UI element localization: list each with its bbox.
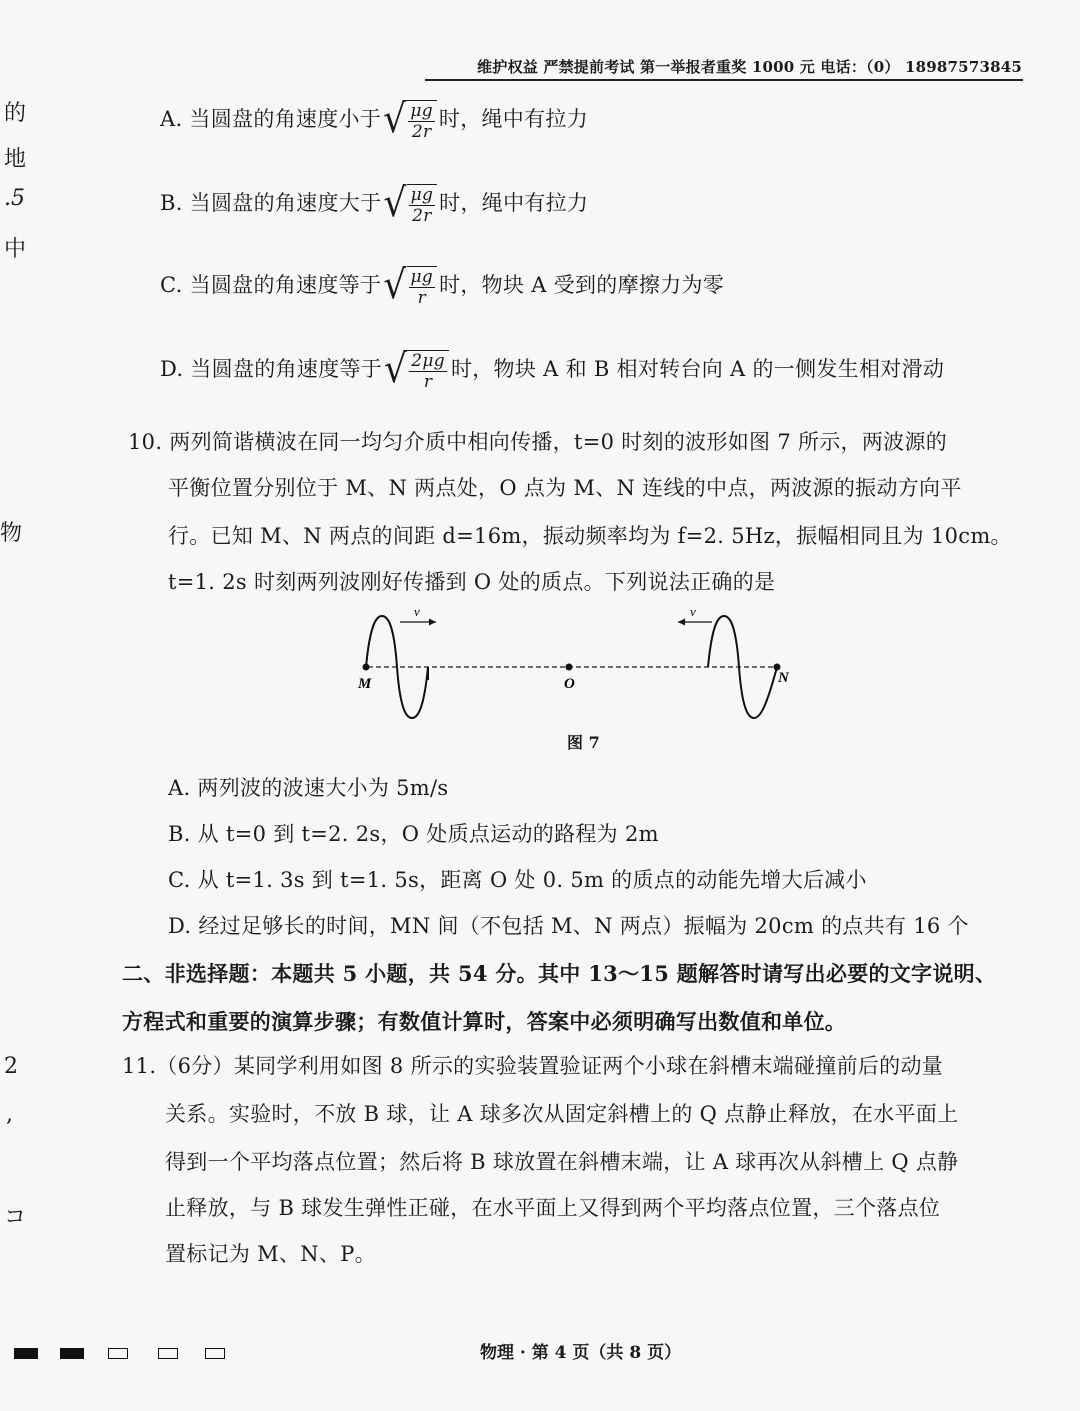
point-m [363,664,370,671]
q10-stem-line: 平衡位置分别位于 M、N 两点处，O 点为 M、N 连线的中点，两波源的振动方向平 [168,476,962,500]
point-o [566,664,573,671]
sqrt-expression: √ $\frac{\mu g}{2r}$ [383,184,437,225]
label-n: N [778,670,789,686]
q9-option-b: B. 当圆盘的角速度大于 √ $\frac{\mu g}{2r}$ 时，绳中有拉力 [160,180,589,226]
scan-mark-filled [60,1348,84,1359]
margin-fragment: コ [4,1205,27,1230]
figure-7-caption: 图 7 [567,733,600,752]
q11-stem-line: 得到一个平均落点位置；然后将 B 球放置在斜槽末端，让 A 球再次从斜槽上 Q 点静 [165,1150,959,1174]
header-underline [425,79,1023,81]
sqrt-expression: √ $\frac{\mu g}{r}$ [383,266,437,307]
q10-option-d: D. 经过足够长的时间，MN 间（不包括 M、N 两点）振幅为 20cm 的点共有 16 个 [168,914,969,938]
scan-mark-filled [14,1348,38,1359]
q10-stem-line: t=1. 2s 时刻两列波刚好传播到 O 处的质点。下列说法正确的是 [168,570,776,594]
q10-option-a: A. 两列波的波速大小为 5m/s [168,776,449,800]
q9-option-a: A. 当圆盘的角速度小于 √ $\frac{\mu g}{2r}$ 时，绳中有拉力 [160,96,589,142]
margin-fragment: 地 [4,147,27,172]
q10-option-b: B. 从 t=0 到 t=2. 2s，O 处质点运动的路程为 2m [168,822,659,846]
figure-7-wave-diagram [340,600,810,730]
arrow-left-head [678,619,685,626]
q10-option-c: C. 从 t=1. 3s 到 t=1. 5s，距离 O 处 0. 5m 的质点的动能先增大后减小 [168,868,867,892]
section-2-heading: 二、非选择题：本题共 5 小题，共 54 分。其中 13～15 题解答时请写出必要的文字说明、 [122,961,997,986]
velocity-label-right: v [690,604,696,619]
velocity-label-left: v [414,604,420,619]
page-footer: 物理 · 第 4 页（共 8 页） [480,1343,682,1363]
margin-fragment: 2 [4,1054,18,1079]
scan-mark-empty [158,1348,178,1359]
q11-stem-line: 关系。实验时，不放 B 球，让 A 球多次从固定斜槽上的 Q 点静止释放，在水平面上 [165,1102,959,1126]
sqrt-expression: √ $\frac{\mu g}{2r}$ [383,100,437,141]
label-m: M [358,676,372,692]
margin-fragment: .5 [4,186,25,211]
q10-stem-line: 行。已知 M、N 两点的间距 d=16m，振动频率均为 f=2. 5Hz，振幅相同且为 10cm。 [168,524,1012,548]
q10-stem-line: 10. 两列简谐横波在同一均匀介质中相向传播，t=0 时刻的波形如图 7 所示，两波源的 [128,430,948,454]
q11-stem-line: 11.（6分）某同学利用如图 8 所示的实验装置验证两个小球在斜槽末端碰撞前后的动量 [122,1054,944,1078]
margin-fragment: , [6,1102,13,1127]
page-header-notice: 维护权益 严禁提前考试 第一举报者重奖 1000 元 电话：（0） 18987573845 [477,58,1022,76]
margin-fragment: 的 [4,101,27,126]
sqrt-expression: √ $\frac{2\mu g}{r}$ [384,350,449,391]
q11-stem-line: 止释放，与 B 球发生弹性正碰，在水平面上又得到两个平均落点位置，三个落点位 [165,1196,941,1220]
label-o: O [564,676,575,692]
q9-option-d: D. 当圆盘的角速度等于 √ $\frac{2\mu g}{r}$ 时，物块 A 和 B 相对转台向 A 的一侧发生相对滑动 [160,346,945,392]
q11-stem-line: 置标记为 M、N、P。 [165,1242,376,1266]
arrow-right-head [429,619,436,626]
wave-right [708,616,777,718]
q9-option-c: C. 当圆盘的角速度等于 √ $\frac{\mu g}{r}$ 时，物块 A 受到的摩擦力为零 [160,262,725,308]
section-2-heading: 方程式和重要的演算步骤；有数值计算时，答案中必须明确写出数值和单位。 [122,1009,847,1034]
scan-mark-empty [205,1348,225,1359]
margin-fragment: 中 [4,237,27,262]
margin-fragment: 物 [0,521,23,546]
scan-mark-empty [108,1348,128,1359]
